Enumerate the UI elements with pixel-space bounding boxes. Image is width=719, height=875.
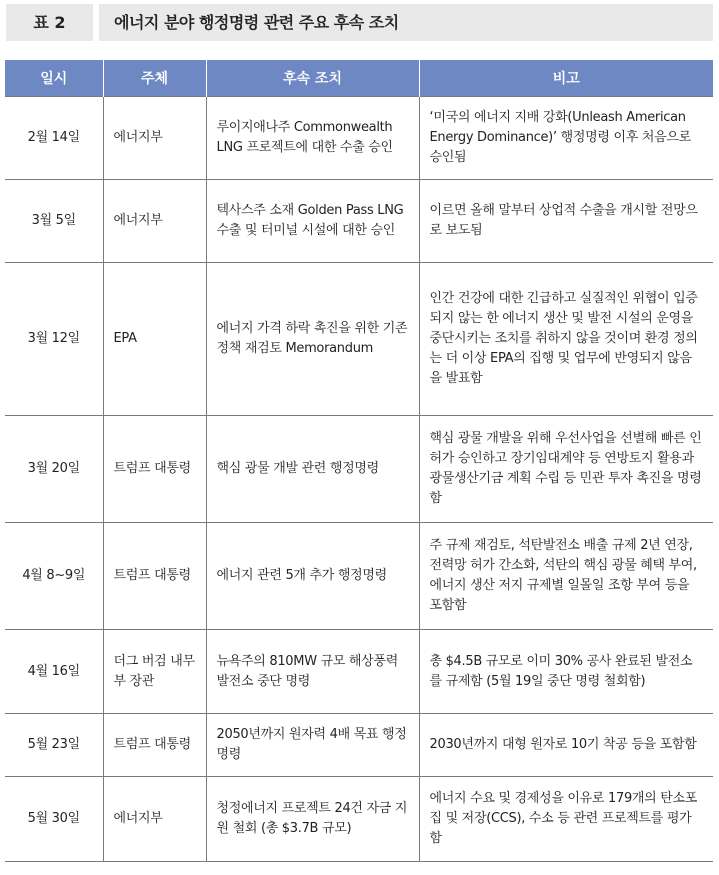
- cell-date: 2월 14일: [5, 97, 103, 180]
- cell-actor: 에너지부: [103, 180, 206, 263]
- column-header-note: 비고: [419, 60, 713, 97]
- table-number: 표 2: [33, 13, 66, 32]
- cell-action: 뉴욕주의 810MW 규모 해상풍력발전소 중단 명령: [206, 630, 419, 714]
- table-row: [5, 416, 713, 523]
- table-title-bar: [6, 4, 713, 41]
- table-row: [5, 180, 713, 263]
- cell-action: 에너지 관련 5개 추가 행정명령: [206, 523, 419, 630]
- cell-action: 에너지 가격 하락 촉진을 위한 기존 정책 재검토 Memorandum: [206, 263, 419, 416]
- column-header-actor: 주체: [103, 60, 206, 97]
- cell-note: 2030년까지 대형 원자로 10기 착공 등을 포함함: [419, 714, 713, 777]
- cell-actor: 트럼프 대통령: [103, 714, 206, 777]
- cell-action: 루이지애나주 Commonwealth LNG 프로젝트에 대한 수출 승인: [206, 97, 419, 180]
- table-row: [5, 263, 713, 416]
- table-row: [5, 523, 713, 630]
- cell-note: 총 $4.5B 규모로 이미 30% 공사 완료된 발전소를 규제함 (5월 19일 중단 명령 철회함): [419, 630, 713, 714]
- cell-date: 3월 12일: [5, 263, 103, 416]
- cell-note: 인간 건강에 대한 긴급하고 실질적인 위협이 입증되지 않는 한 에너지 생산 및 발전 시설의 운영을 중단시키는 조치를 취하지 않을 것이며 환경 정의는 더 이상 EPA의 집행 및 업무에 반영되지 않음을 발표함: [419, 263, 713, 416]
- cell-actor: EPA: [103, 263, 206, 416]
- cell-note: 이르면 올해 말부터 상업적 수출을 개시할 전망으로 보도됨: [419, 180, 713, 263]
- cell-actor: 더그 버검 내무부 장관: [103, 630, 206, 714]
- cell-date: 4월 16일: [5, 630, 103, 714]
- cell-action: 텍사스주 소재 Golden Pass LNG 수출 및 터미널 시설에 대한 승인: [206, 180, 419, 263]
- cell-date: 3월 20일: [5, 416, 103, 523]
- cell-actor: 트럼프 대통령: [103, 523, 206, 630]
- cell-action: 2050년까지 원자력 4배 목표 행정명령: [206, 714, 419, 777]
- table-row: [5, 777, 713, 862]
- cell-action: 청정에너지 프로젝트 24건 자금 지원 철회 (총 $3.7B 규모): [206, 777, 419, 862]
- cell-actor: 에너지부: [103, 97, 206, 180]
- cell-actor: 트럼프 대통령: [103, 416, 206, 523]
- cell-date: 4월 8~9일: [5, 523, 103, 630]
- table-row: [5, 714, 713, 777]
- cell-actor: 에너지부: [103, 777, 206, 862]
- cell-action: 핵심 광물 개발 관련 행정명령: [206, 416, 419, 523]
- cell-date: 3월 5일: [5, 180, 103, 263]
- cell-note: 핵심 광물 개발을 위해 우선사업을 선별해 빠른 인허가 승인하고 장기임대계약 등 연방토지 활용과 광물생산기금 계획 수립 등 민관 투자 촉진을 명령함: [419, 416, 713, 523]
- cell-note: ‘미국의 에너지 지배 강화(Unleash American Energy Dominance)’ 행정명령 이후 처음으로 승인됨: [419, 97, 713, 180]
- table-header-row: [5, 60, 713, 97]
- cell-note: 에너지 수요 및 경제성을 이유로 179개의 탄소포집 및 저장(CCS), 수소 등 관련 프로젝트를 평가함: [419, 777, 713, 862]
- table-row: [5, 97, 713, 180]
- cell-date: 5월 30일: [5, 777, 103, 862]
- cell-note: 주 규제 재검토, 석탄발전소 배출 규제 2년 연장, 전력망 허가 간소화, 석탄의 핵심 광물 혜택 부여, 에너지 생산 저지 규제별 일몰일 조항 부여 등을 포함함: [419, 523, 713, 630]
- follow-up-measures-table: [5, 60, 713, 862]
- column-header-date: 일시: [5, 60, 103, 97]
- title-divider: [93, 4, 99, 41]
- column-header-action: 후속 조치: [206, 60, 419, 97]
- cell-date: 5월 23일: [5, 714, 103, 777]
- table-row: [5, 630, 713, 714]
- table-title: 에너지 분야 행정명령 관련 주요 후속 조치: [114, 13, 399, 32]
